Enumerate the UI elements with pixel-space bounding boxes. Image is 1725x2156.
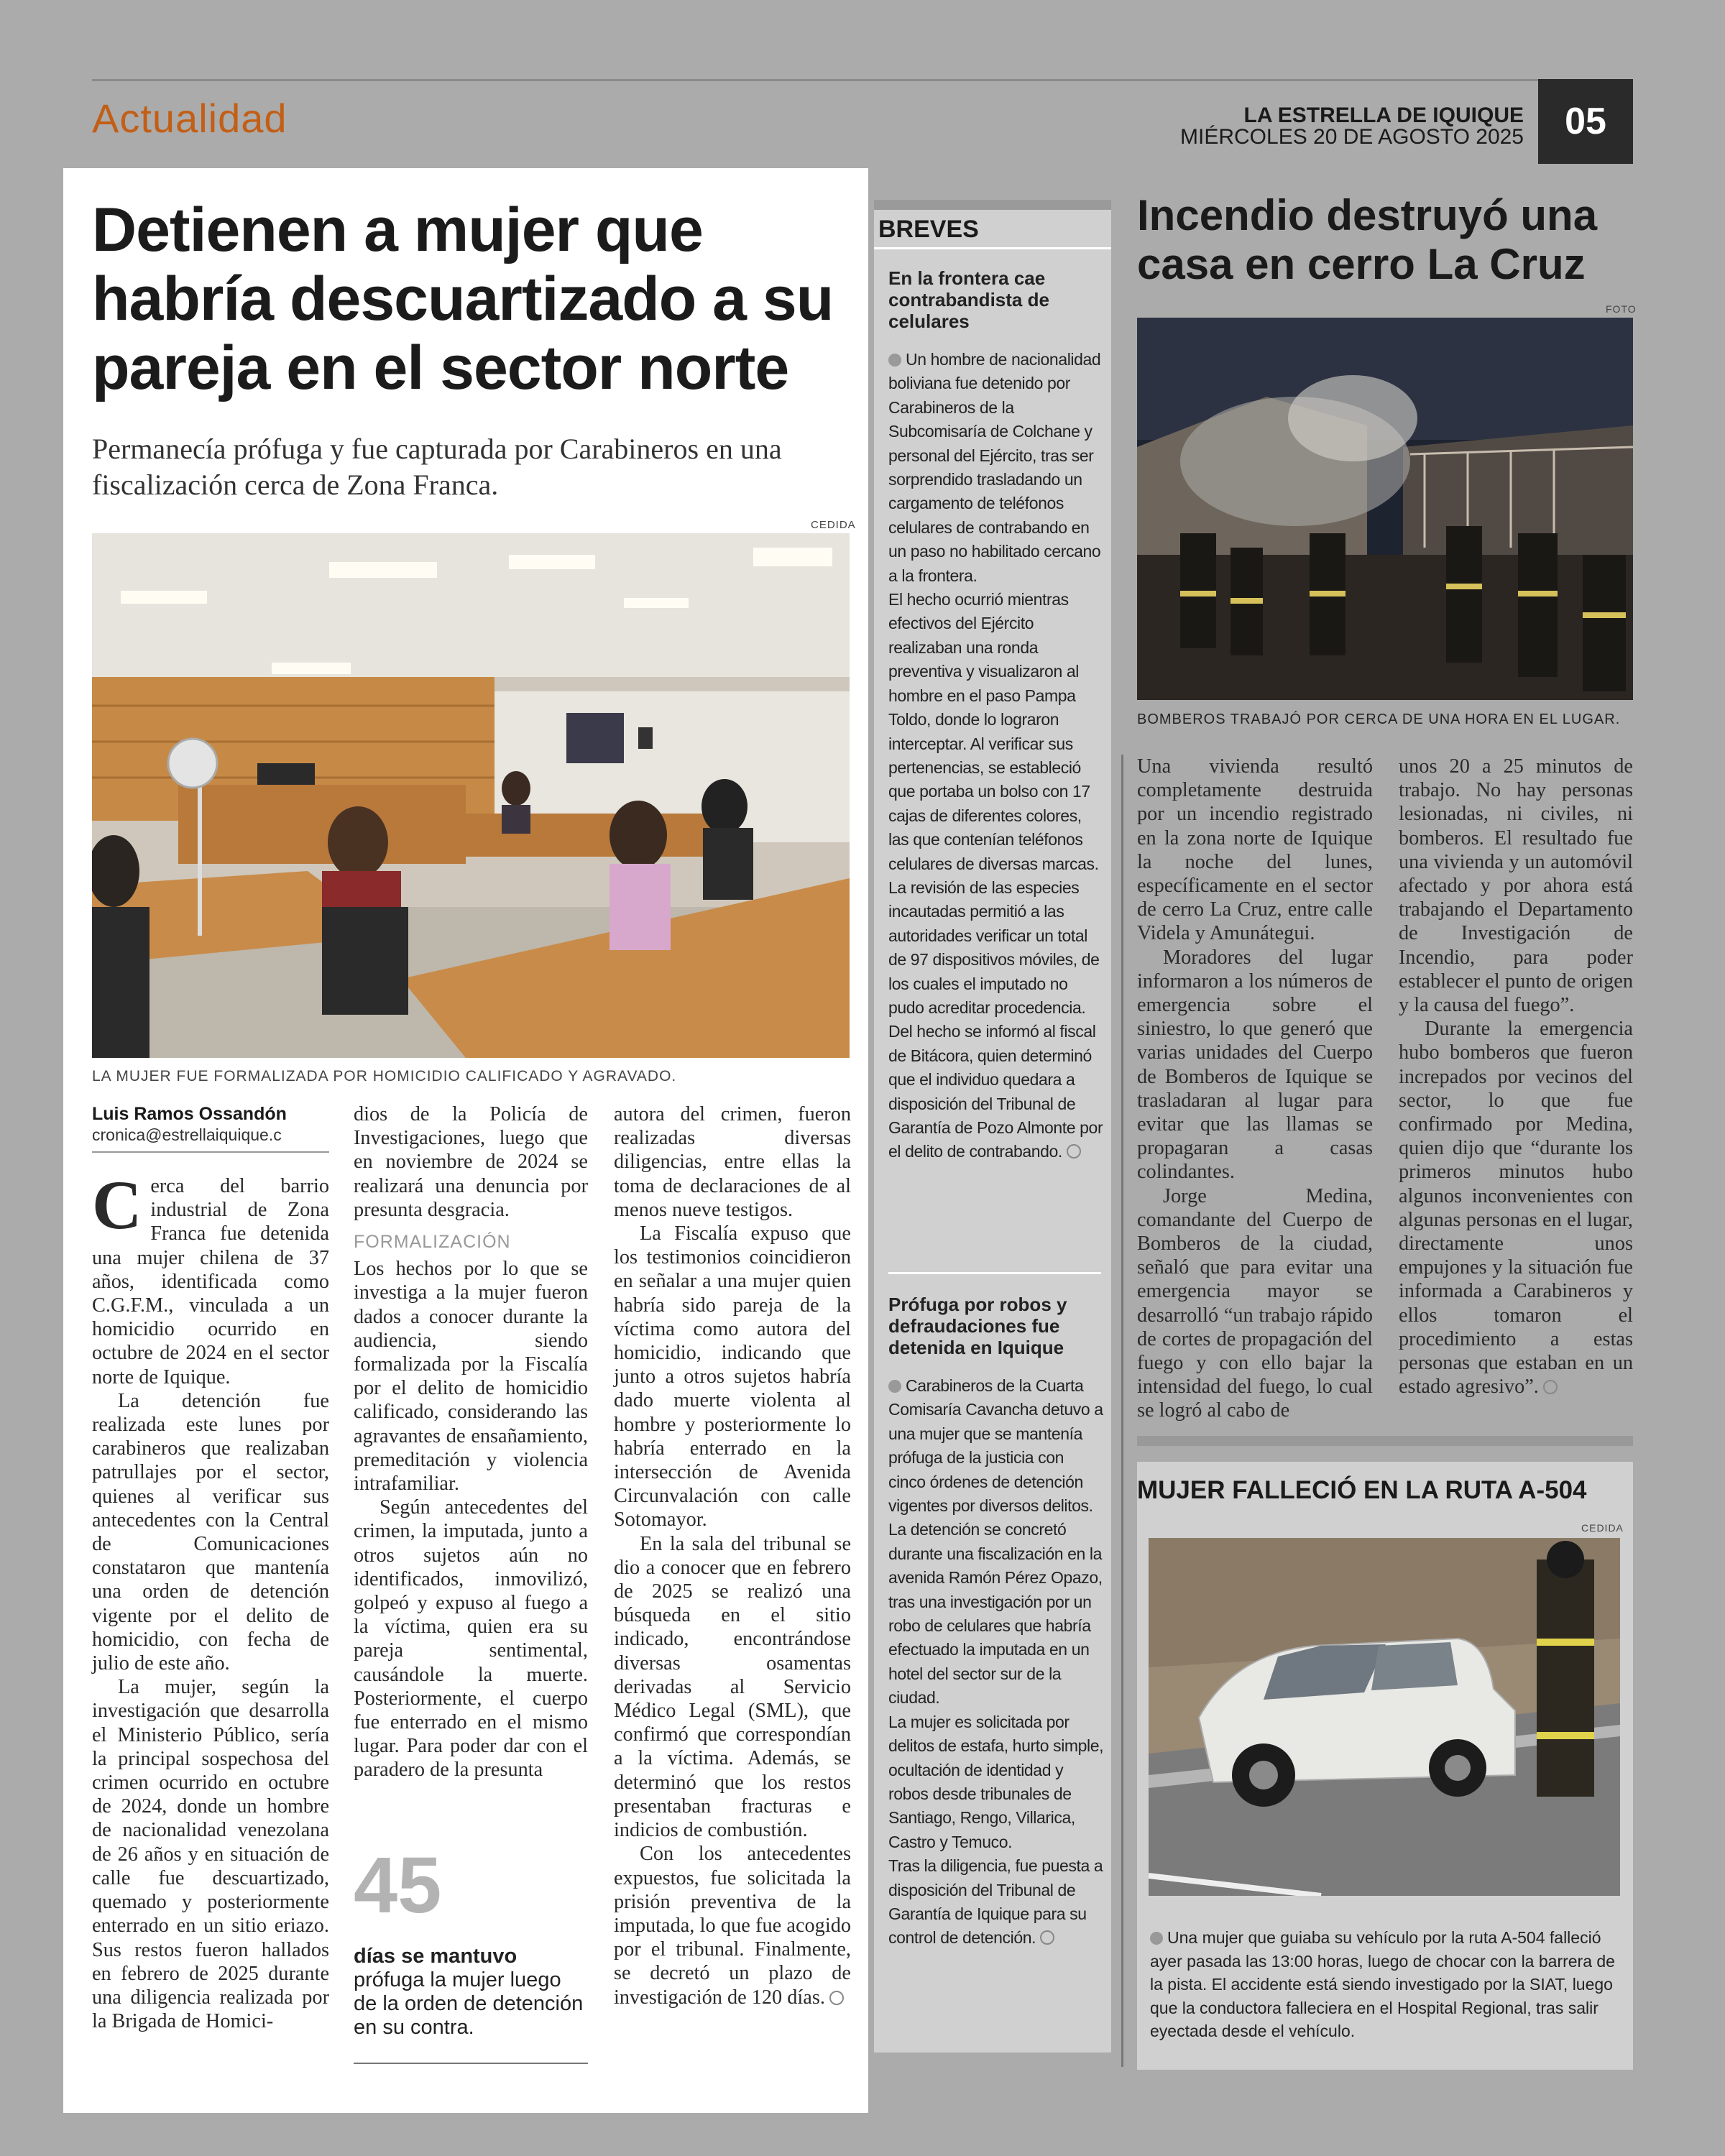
section-title: Actualidad: [92, 96, 288, 141]
stat-rule: [354, 2063, 588, 2064]
breves-rule: [874, 247, 1111, 249]
photo-credit: FOTO: [1606, 303, 1637, 315]
brief-headline: Prófuga por robos y defraudaciones fue detenida en Iquique: [888, 1294, 1067, 1358]
fire-text: [1399, 755, 1633, 1399]
newspaper-name: LA ESTRELLA DE IQUIQUE: [1243, 103, 1524, 127]
car-accident-photo: [1149, 1538, 1620, 1896]
byline-rule: [92, 1151, 329, 1153]
fire-article-col1: [1137, 755, 1373, 1423]
brief-headline: En la frontera cae contrabandista de celulares: [888, 267, 1049, 332]
courtroom-photo: [92, 533, 850, 1058]
brief-body: [888, 348, 1104, 1164]
photo-credit: CEDIDA: [811, 519, 856, 531]
stat-number: 45: [354, 1841, 442, 1930]
paragraph: dios de la Policía de Investigaciones, luego que en noviembre de 2024 se realizará una denuncia por presunta desgracia.: [354, 1103, 588, 1221]
paragraph-text: Con los antecedentes expuestos, fue solicitada la prisión preventiva de la imputada, lo que fue acogido por el tribunal. Finalmente, se decretó un plazo de investigación de 120 días.: [614, 1843, 851, 2009]
main-article-col1: [92, 1166, 329, 2033]
paragraph: [1399, 1017, 1633, 1399]
end-mark-icon: [829, 1991, 844, 2005]
main-subhead: Permanecía prófuga y fue capturada por Carabineros en una fiscalización cerca de Zona Franca.: [92, 433, 782, 501]
main-headline: Detienen a mujer que habría descuartizado a su pareja en el sector norte: [92, 195, 834, 402]
section-divider: [1137, 1436, 1633, 1446]
paragraph: La Fiscalía expuso que los testimonios coincidieron en señalar a una mujer quien habría sido pareja de la víctima como autora del homicidio, indicando que junto a otros sujetos habría dado muerte violenta al hombre y posteriormente lo habría enterrado en la intersección de Avenida Circunvalación con calle Sotomayor.: [614, 1222, 851, 1531]
paragraph-text: Durante la emergencia hubo bomberos que fueron increpados por vecinos del sector, lo que fue confirmado por Medina, quien dijo que “durante los primeros minutos hubo algunos inconvenientes con algunas personas en el lugar, directamente unos empujones y la situación fue informada a Carabineros y ellos tomaron el procedimiento a estas personas que estaban en un estado agresivo”.: [1399, 1018, 1633, 1399]
fire-photo: [1137, 318, 1633, 700]
paragraph: unos 20 a 25 minutos de trabajo. No hay personas lesionadas, ni civiles, ni bomberos. El resultado fue una vivienda y un automóvil afectado y por ahora está trabajando el Departamento de Investigación de Incendio, para poder establecer el punto de origen y la causa del fuego”.: [1399, 755, 1633, 1017]
paragraph: Jorge Medina, comandante del Cuerpo de Bomberos de la ciudad, señaló que para evitar una emergencia mayor se desarrolló “un trabajo rápido de cortes de propagación del fuego y con ello bajar la intensidad del fuego, lo cual se logró al cabo de: [1137, 1184, 1373, 1422]
paragraph: La mujer, según la investigación que desarrolla el Ministerio Público, sería la principal sospechosa del crimen ocurrido en octubre de 2024, donde un hombre de nacionalidad venezolana de 26 años y en situación de calle fue descuartizado, quemado y posteriormente enterrado en un sitio eriazo. Sus restos fueron hallados en febrero de 2025 durante una diligencia realizada por la Brigada de Homici-: [92, 1676, 329, 2033]
fire-headline: Incendio destruyó una casa en cerro La Cruz: [1137, 191, 1598, 288]
paragraph: En la sala del tribunal se dio a conocer que en febrero de 2025 se realizó una búsqueda en el sitio indicado, encontrándose diversas osamentas derivadas al Servicio Médico Legal (SML), que confirmó que correspondían a la víctima. Además, se determinó que los restos presentaban fracturas e indicios de combustión.: [614, 1532, 851, 1842]
issue-date: MIÉRCOLES 20 DE AGOSTO 2025: [1180, 125, 1524, 149]
brief-separator: [888, 1272, 1101, 1274]
paragraph: La detención fue realizada este lunes por carabineros que realizaban patrullajes por el sector, quienes al verificar sus antecedentes con la Central de Comunicaciones constataron que mantenía una orden de detención vigente por el delito de homicidio, con fecha de julio de este año.: [92, 1389, 329, 1675]
breves-title: BREVES: [878, 216, 979, 243]
page-number: 05: [1538, 79, 1633, 164]
accident-headline: MUJER FALLECIÓ EN LA RUTA A-504: [1137, 1476, 1587, 1504]
paragraph: Los hechos por lo que se investiga a la mujer fueron dados a conocer durante la audiencia, siendo formalizada por la Fiscalía por el delito de homicidio calificado, considerando las agravantes de ensañamiento, premeditación y violencia intrafamiliar.: [354, 1258, 588, 1496]
brief-paragraph: El hecho ocurrió mientras efectivos del Ejército realizaban una ronda preventiva y visualizaron al hombre en el paso Pampa Toldo, donde lo lograron interceptar. Al verificar sus pertenencias, se estableció que portaba un bolso con 17 cajas de diferentes colores, las que contenían teléfonos celulares de diversas marcas. La revisión de las especies incautadas permitió a las autoridades verificar un total de 97 dispositivos móviles, de los cuales el imputado no pudo acreditar procedencia.: [888, 590, 1100, 1017]
subtitle-formalizacion: FORMALIZACIÓN: [354, 1232, 511, 1253]
brief-paragraph: Del hecho se informó al fiscal de Bitácora, quien determinó que el individuo quedara a disposición del Tribunal de Garantía de Pozo Almonte por el delito de contrabando.: [888, 1022, 1103, 1161]
paragraph: [614, 1842, 851, 2009]
brief-paragraph: La mujer es solicitada por delitos de estafa, hurto simple, ocultación de identidad y robos desde tribunales de Santiago, Rengo, Villarica, Castro y Temuco.: [888, 1712, 1104, 1851]
main-photo-caption: LA MUJER FUE FORMALIZADA POR HOMICIDIO CALIFICADO Y AGRAVADO.: [92, 1068, 677, 1084]
stat-text: [354, 1945, 588, 2040]
brief-paragraph: La detención se concretó durante una fiscalización en la avenida Ramón Pérez Opazo, tras una investigación por un robo de celulares que habría efectuado la imputada en un hotel del sector sur de la ciudad.: [888, 1520, 1103, 1708]
accident-paragraph: Una mujer que guiaba su vehículo por la ruta A-504 falleció ayer pasada las 13:00 horas, luego de chocar con la barrera de la pista. El accidente está siendo investigado por la SIAT, luego que la conductora falleciera en el Hospital Regional, tras salir eyectada desde el vehículo.: [1150, 1928, 1615, 2041]
paragraph: autora del crimen, fueron realizadas diversas diligencias, entre ellas la toma de declaraciones de al menos nueve testigos.: [614, 1103, 851, 1221]
brief-paragraph: Tras la diligencia, fue puesta a disposición del Tribunal de Garantía de Iquique para su control de detención.: [888, 1856, 1103, 1948]
bullet-dot-icon: [888, 1380, 901, 1393]
dropcap: C: [92, 1166, 142, 1243]
author-name: Luis Ramos Ossandón: [92, 1104, 287, 1124]
photo-credit: CEDIDA: [1581, 1522, 1624, 1534]
accident-text: [1150, 1926, 1622, 2043]
top-rule: [92, 79, 1632, 81]
brief-paragraph: Carabineros de la Cuarta Comisaría Cavancha detuvo a una mujer que se mantenía prófuga de la justicia con cinco órdenes de detención vigentes por diversos delitos.: [888, 1376, 1103, 1516]
paragraph: Una vivienda resultó completamente destruida por un incendio registrado en la zona norte de Iquique la noche del lunes, específicamente en el sector de cerro La Cruz, entre calle Videla y Amunátegui.: [1137, 755, 1373, 945]
main-article-col2: [354, 1102, 588, 1782]
stat-bold: días se mantuvo: [354, 1945, 518, 1968]
end-mark-icon: [1543, 1380, 1558, 1394]
bullet-dot-icon: [1150, 1932, 1163, 1945]
brief-paragraph: Un hombre de nacionalidad boliviana fue detenido por Carabineros de la Subcomisaría de Colchane y personal del Ejército, tras ser sorprendido trasladando un cargamento de teléfonos celulares de contrabando en un paso no habilitado cercano a la frontera.: [888, 350, 1101, 585]
fire-text: [1137, 755, 1373, 1423]
fire-article-col2: [1399, 755, 1633, 1399]
fire-photo-caption: BOMBEROS TRABAJÓ POR CERCA DE UNA HORA EN EL LUGAR.: [1137, 711, 1621, 727]
column-rule: [1121, 755, 1123, 2067]
main-article-col3: [614, 1102, 851, 2009]
paragraph: erca del barrio industrial de Zona Franca fue detenida una mujer chilena de 37 años, identificada como C.G.F.M., vinculada a un homicidio ocurrido en octubre de 2024 en el sector norte de Iquique.: [92, 1175, 329, 1388]
paragraph: Según antecedentes del crimen, la imputada, junto a otros sujetos aún no identificados, inmovilizó, golpeó y expuso al fuego a la víctima, quien era su pareja sentimental, causándole la muerte. Posteriormente, el cuerpo fue enterrado en el mismo lugar. Para poder dar con el paradero de la presunta: [354, 1496, 588, 1782]
paragraph: Moradores del lugar informaron a los números de emergencia sobre el siniestro, lo que generó que varias unidades del Cuerpo de Bomberos de Iquique se trasladaran al lugar para evitar que las llamas se propagaran a casas colindantes.: [1137, 946, 1373, 1184]
breves-topbar: [874, 200, 1111, 210]
brief-body: [888, 1374, 1104, 1950]
bullet-dot-icon: [888, 354, 901, 367]
stat-rest: prófuga la mujer luego de la orden de detención en su contra.: [354, 1968, 584, 2039]
end-mark-icon: [1040, 1930, 1054, 1945]
author-email: cronica@estrellaiquique.c: [92, 1125, 282, 1144]
end-mark-icon: [1067, 1144, 1081, 1158]
